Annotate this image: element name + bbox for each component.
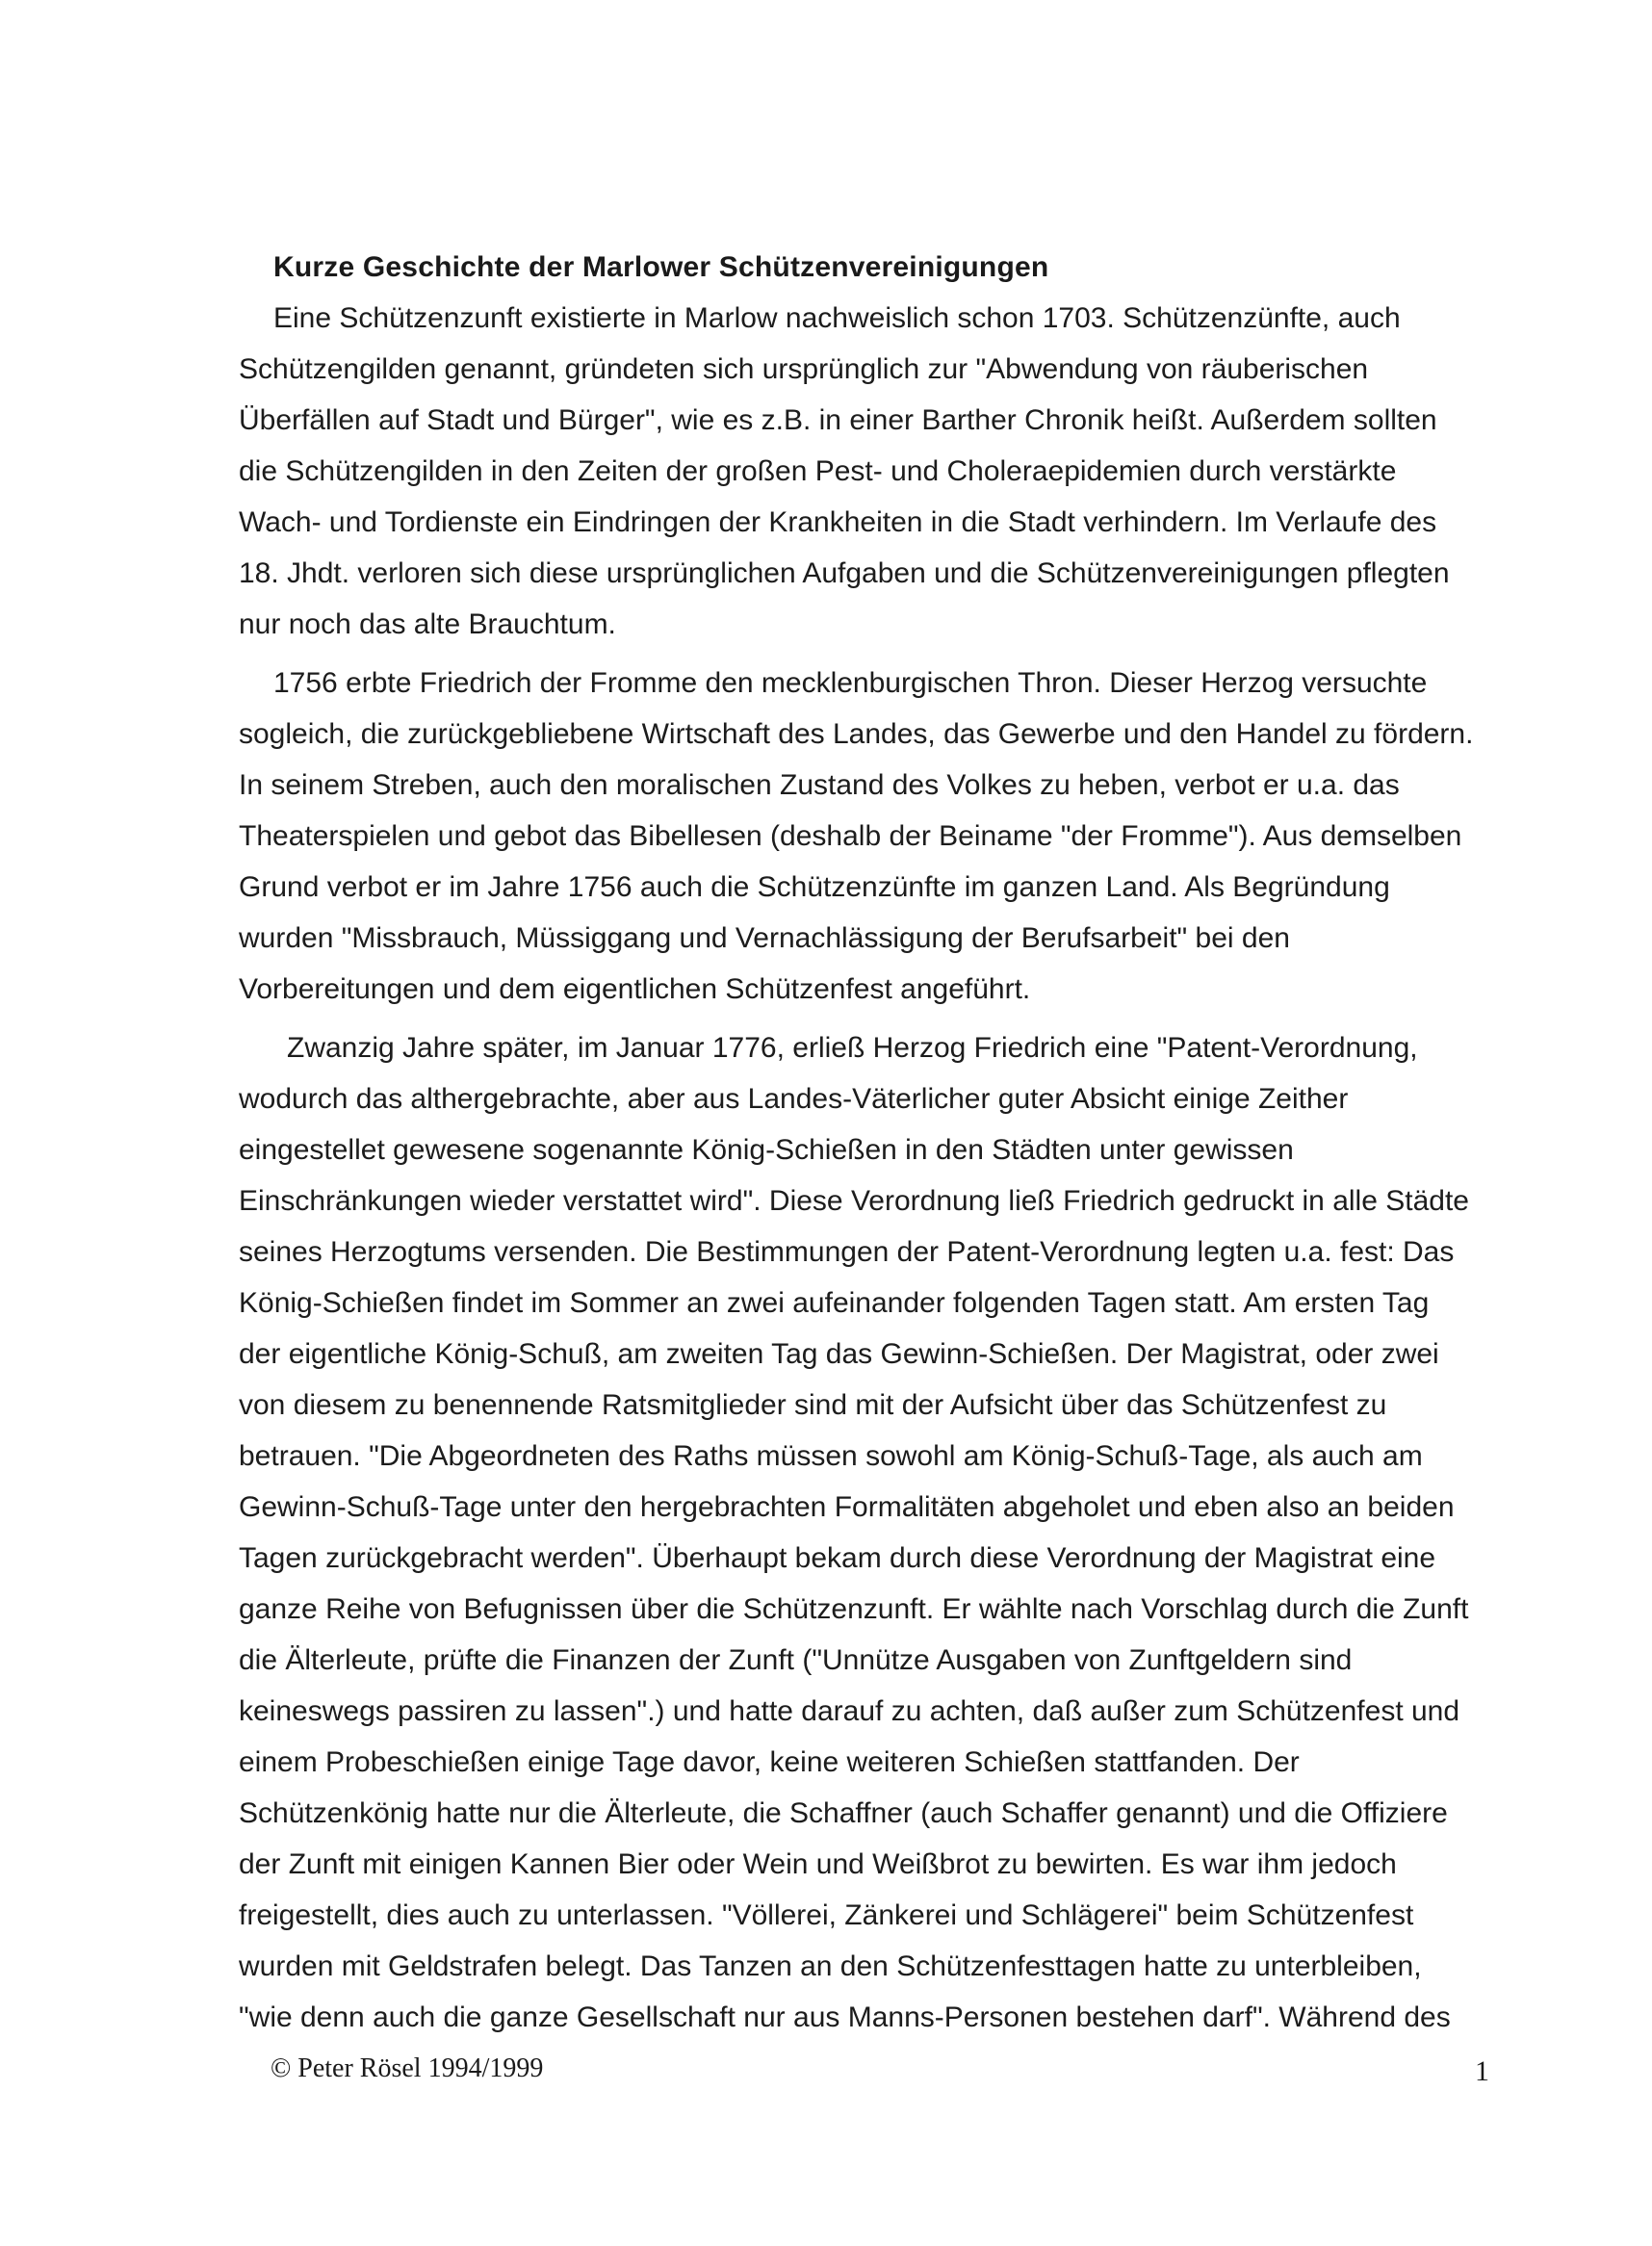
text-line: von diesem zu benennende Ratsmitglieder sind mit der Aufsicht über das Schützenfest zu: [239, 1389, 1387, 1421]
text-line: Schützenkönig hatte nur die Älterleute, die Schaffner (auch Schaffer genannt) und die Offiziere: [239, 1797, 1448, 1829]
footer-copyright: © Peter Rösel 1994/1999: [271, 2053, 544, 2083]
text-line: Wach- und Tordienste ein Eindringen der Krankheiten in die Stadt verhindern. Im Verlaufe des: [239, 506, 1437, 538]
text-line: "wie denn auch die ganze Gesellschaft nur aus Manns-Personen bestehen darf". Während des: [239, 2001, 1451, 2033]
document-title: Kurze Geschichte der Marlower Schützenvereinigungen: [273, 251, 1049, 283]
text-line: freigestellt, dies auch zu unterlassen. "Völlerei, Zänkerei und Schlägerei" beim Schützenfest: [239, 1899, 1414, 1931]
text-line: einem Probeschießen einige Tage davor, keine weiteren Schießen stattfanden. Der: [239, 1746, 1300, 1778]
text-line: wurden "Missbrauch, Müssiggang und Vernachlässigung der Berufsarbeit" bei den: [239, 922, 1290, 954]
text-line: wodurch das althergebrachte, aber aus Landes-Väterlicher guter Absicht einige Zeither: [239, 1083, 1349, 1115]
text-line: eingestellet gewesene sogenannte König-Schießen in den Städten unter gewissen: [239, 1134, 1294, 1166]
text-line: ganze Reihe von Befugnissen über die Schützenzunft. Er wählte nach Vorschlag durch die Zunft: [239, 1593, 1469, 1625]
text-line: die Schützengilden in den Zeiten der großen Pest- und Choleraepidemien durch verstärkte: [239, 455, 1397, 487]
text-line: Theaterspielen und gebot das Bibellesen (deshalb der Beiname "der Fromme"). Aus demselben: [239, 820, 1462, 852]
text-line: der Zunft mit einigen Kannen Bier oder Wein und Weißbrot zu bewirten. Es war ihm jedoch: [239, 1848, 1397, 1880]
text-line: König-Schießen findet im Sommer an zwei aufeinander folgenden Tagen statt. Am ersten Tag: [239, 1287, 1430, 1319]
text-line: 1756 erbte Friedrich der Fromme den mecklenburgischen Thron. Dieser Herzog versuchte: [273, 667, 1428, 699]
text-line: nur noch das alte Brauchtum.: [239, 608, 616, 640]
paragraph-1: [239, 293, 1471, 650]
text-line: der eigentliche König-Schuß, am zweiten Tag das Gewinn-Schießen. Der Magistrat, oder zwei: [239, 1338, 1439, 1370]
text-line: 18. Jhdt. verloren sich diese ursprünglichen Aufgaben und die Schützenvereinigungen pflegten: [239, 557, 1450, 589]
text-line: sogleich, die zurückgebliebene Wirtschaft des Landes, das Gewerbe und den Handel zu fördern.: [239, 718, 1474, 750]
text-line: betrauen. "Die Abgeordneten des Raths müssen sowohl am König-Schuß-Tage, als auch am: [239, 1440, 1423, 1472]
paragraph-3: [239, 1022, 1471, 2043]
text-line: seines Herzogtums versenden. Die Bestimmungen der Patent-Verordnung legten u.a. fest: Das: [239, 1236, 1455, 1268]
text-line: Schützengilden genannt, gründeten sich ursprünglich zur "Abwendung von räuberischen: [239, 353, 1369, 385]
paragraph-2: [239, 658, 1474, 1015]
text-line: In seinem Streben, auch den moralischen Zustand des Volkes zu heben, verbot er u.a. das: [239, 769, 1400, 801]
text-line: wurden mit Geldstrafen belegt. Das Tanzen an den Schützenfesttagen hatte zu unterbleiben,: [239, 1950, 1422, 1982]
page-number: 1: [1475, 2055, 1489, 2087]
text-line: die Älterleute, prüfte die Finanzen der Zunft ("Unnütze Ausgaben von Zunftgeldern sind: [239, 1644, 1353, 1676]
text-line: Einschränkungen wieder verstattet wird". Diese Verordnung ließ Friedrich gedruckt in alle Städte: [239, 1185, 1469, 1217]
text-line: Eine Schützenzunft existierte in Marlow nachweislich schon 1703. Schützenzünfte, auch: [273, 302, 1401, 334]
text-line: Gewinn-Schuß-Tage unter den hergebrachten Formalitäten abgeholet und eben also an beiden: [239, 1491, 1455, 1523]
text-line: Grund verbot er im Jahre 1756 auch die Schützenzünfte im ganzen Land. Als Begründung: [239, 871, 1390, 903]
text-line: Überfällen auf Stadt und Bürger", wie es z.B. in einer Barther Chronik heißt. Außerdem sollten: [239, 404, 1437, 436]
document-body: [239, 250, 1474, 2051]
text-line: Vorbereitungen und dem eigentlichen Schützenfest angeführt.: [239, 973, 1031, 1005]
text-line: Tagen zurückgebracht werden". Überhaupt bekam durch diese Verordnung der Magistrat eine: [239, 1542, 1436, 1574]
text-line: Zwanzig Jahre später, im Januar 1776, erließ Herzog Friedrich eine "Patent-Verordnung,: [287, 1032, 1418, 1064]
text-line: keineswegs passiren zu lassen".) und hatte darauf zu achten, daß außer zum Schützenfest und: [239, 1695, 1460, 1727]
